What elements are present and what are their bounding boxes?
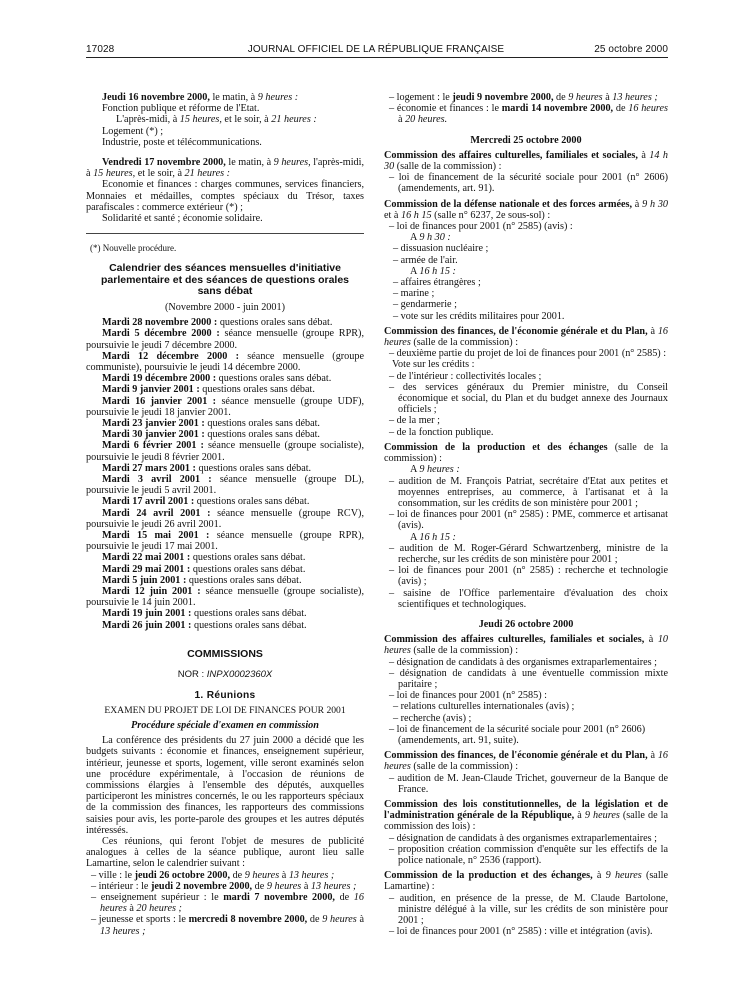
item-list — [384, 893, 668, 938]
calendar-text: questions orales sans débat. — [191, 619, 307, 631]
item-list — [384, 243, 668, 265]
calendar-title: Calendrier des séances mensuelles d'initiative parlementaire et des séances de questions orales sans débat — [100, 262, 350, 298]
header-rule — [86, 57, 668, 58]
right-column — [384, 92, 668, 950]
list-item: – audition, en présence de la presse, de M. Claude Bartolone, ministre délégué à la ville, sur les crédits de son ministère pour 2001 ; — [389, 892, 668, 927]
schedule-item — [384, 103, 668, 125]
calendar-date: Mardi 3 avril 2001 : — [102, 473, 212, 485]
list-item: – loi de finances pour 2001 (n° 2585) : — [389, 690, 547, 702]
calendar-date: Mardi 5 décembre 2000 : — [102, 328, 220, 340]
calendar-item — [86, 429, 364, 440]
schedule-part: 13 heures ; — [612, 92, 658, 103]
list-item: – loi de financement de la sécurité sociale pour 2001 (n° 2606) (amendements, art. 91, suite). — [389, 723, 646, 746]
calendar-item — [86, 620, 364, 631]
examen-title: EXAMEN DU PROJET DE LOI DE FINANCES POUR 2001 — [104, 704, 346, 716]
footnote-rule — [86, 233, 364, 234]
journal-title: JOURNAL OFFICIEL DE LA RÉPUBLIQUE FRANÇAISE — [247, 44, 505, 55]
schedule-part: – jeunesse et sports : le — [91, 914, 189, 926]
calendar-text: questions orales sans débat. — [216, 373, 332, 385]
item-list — [384, 172, 668, 194]
calendar-item — [86, 575, 364, 586]
schedule-part: mardi 7 novembre 2000, — [223, 891, 335, 903]
list-item: – audition de M. Roger-Gérard Schwartzenberg, ministre de la recherche, sur les crédits de son ministère pour 2001 ; — [389, 542, 668, 565]
schedule-part: 9 heures — [568, 92, 603, 103]
list-item: – vote sur les crédits militaires pour 2001. — [393, 310, 565, 322]
list-item: – proposition création commission d'enquête sur les effectifs de la police nationale, n° 2536 (rapport). — [389, 843, 668, 866]
item-list — [384, 773, 668, 795]
schedule-part: 20 heures. — [405, 114, 448, 126]
schedule-part: 9 heures — [322, 914, 357, 926]
calendar-text: séance mensuelle (groupe DL), poursuivie le jeudi 5 avril 2001. — [86, 473, 364, 497]
commission-heading: Commission de la défense nationale et des forces armées, à 9 h 30 et à 16 h 15 (salle n° 6237, 2e sous-sol) : — [384, 198, 668, 221]
calendar-period: (Novembre 2000 - juin 2001) — [165, 301, 285, 313]
schedule-item — [86, 881, 364, 892]
commission-heading: Commission de la production et des échanges, à 9 heures (salle Lamartine) : — [384, 870, 668, 893]
schedule-part: à — [126, 903, 137, 915]
schedule-part: 13 heures ; — [288, 869, 335, 881]
time-label: A 9 h 30 : — [410, 232, 451, 244]
commission-heading: Commission des finances, de l'économie générale et du Plan, à 16 heures (salle de la commission) : — [384, 325, 668, 349]
calendar-date: Mardi 17 avril 2001 : — [102, 496, 195, 508]
item-list — [384, 543, 668, 610]
list-item: – gendarmerie ; — [393, 299, 457, 311]
sub-item-list — [384, 701, 668, 723]
text-line: Solidarité et santé ; économie solidaire. — [102, 213, 263, 225]
list-item: – saisine de l'Office parlementaire d'évaluation des choix scientifiques et technologiques. — [389, 587, 668, 610]
schedule-part: de — [230, 869, 245, 881]
commissions-title: COMMISSIONS — [187, 647, 263, 660]
vendredi-heading: Vendredi 17 novembre 2000, le matin, à 9 heures, l'après-midi, à 15 heures, et le soir, à 21 heures : — [86, 157, 364, 180]
schedule-part: jeudi 26 octobre 2000, — [134, 869, 231, 881]
list-item: – loi de financement de la sécurité sociale pour 2001 (n° 2606) (amendements, art. 91). — [389, 172, 668, 195]
calendar-date: Mardi 9 janvier 2001 : — [102, 384, 200, 396]
calendar-item — [86, 463, 364, 474]
calendar-item — [86, 351, 364, 373]
calendar-date: Mardi 26 juin 2001 : — [102, 619, 192, 631]
schedule-item — [384, 92, 668, 103]
calendar-list — [86, 317, 364, 631]
schedule-part: – logement : le — [389, 92, 453, 103]
schedule-part: – enseignement supérieur : le — [91, 891, 224, 903]
calendar-item — [86, 474, 364, 496]
jeudi16-heading: Jeudi 16 novembre 2000, le matin, à 9 heures : — [102, 92, 299, 103]
calendar-text: séance mensuelle (groupe socialiste), poursuivie le 14 juin 2001. — [86, 586, 364, 609]
schedule-part: de — [252, 880, 267, 892]
schedule-part: à — [398, 114, 406, 126]
calendar-text: questions orales sans débat. — [204, 417, 320, 429]
item-list — [384, 657, 668, 702]
list-item: – loi de finances pour 2001 (n° 2585) : PME, commerce et artisanat (avis). — [389, 509, 668, 532]
calendar-text: questions orales sans débat. — [191, 608, 307, 620]
commission-heading: Commission des affaires culturelles, familiales et sociales, à 10 heures (salle de la commission) : — [384, 634, 668, 657]
list-item: – dissuasion nucléaire ; — [393, 243, 489, 255]
calendar-text: séance mensuelle (groupe RCV), poursuivie le jeudi 26 avril 2001. — [86, 507, 364, 530]
calendar-date: Mardi 5 juin 2001 : — [102, 574, 187, 586]
calendar-date: Mardi 27 mars 2001 : — [102, 462, 196, 474]
calendar-date: Mardi 28 novembre 2000 : — [102, 317, 218, 329]
commission-heading: Commission des lois constitutionnelles, de la législation et de l'administration générale de la République, à 9 heures (salle de la commission des lois) : — [384, 798, 668, 833]
calendar-text: séance mensuelle (groupe communiste), poursuivie le jeudi 14 décembre 2000. — [86, 350, 364, 373]
issue-date: 25 octobre 2000 — [594, 44, 668, 55]
calendar-date: Mardi 15 mai 2001 : — [102, 530, 210, 541]
calendar-item — [86, 440, 364, 462]
footnote: (*) Nouvelle procédure. — [90, 243, 177, 254]
calendar-text: séance mensuelle (groupe RPR), poursuivie le jeudi 7 décembre 2000. — [86, 328, 364, 351]
calendar-date: Mardi 19 décembre 2000 : — [102, 373, 217, 385]
list-item: – loi de finances pour 2001 (n° 2585) : recherche et technologie (avis) ; — [389, 565, 668, 588]
calendar-text: questions orales sans débat. — [194, 496, 310, 508]
text-line: L'après-midi, à 15 heures, et le soir, à 21 heures : — [116, 114, 317, 126]
list-item: – armée de l'air. — [393, 254, 458, 266]
calendar-item — [86, 530, 364, 552]
calendar-item — [86, 328, 364, 350]
list-item: – affaires étrangères ; — [393, 277, 481, 289]
text-line: Logement (*) ; — [102, 125, 164, 137]
schedule-item — [86, 892, 364, 914]
calendar-text: questions orales sans débat. — [217, 317, 333, 329]
schedule-part: de — [307, 914, 323, 926]
calendar-date: Mardi 29 mai 2001 : — [102, 563, 191, 575]
day-heading: Jeudi 26 octobre 2000 — [478, 618, 574, 630]
commission-heading: Commission de la production et des échanges (salle de la commission) : — [384, 441, 668, 465]
schedule-part: – ville : le — [91, 869, 135, 881]
schedule-part: de — [613, 103, 629, 115]
schedule-part: – économie et finances : le — [389, 103, 502, 115]
calendar-item — [86, 564, 364, 575]
list-item: – loi de finances pour 2001 (n° 2585) (avis) : — [389, 221, 573, 233]
nor-reference: NOR : INPX0002360X — [177, 669, 273, 681]
calendar-item — [86, 508, 364, 530]
calendar-date: Mardi 22 mai 2001 : — [102, 552, 191, 564]
schedule-part: mardi 14 novembre 2000, — [501, 103, 614, 115]
schedule-part: 16 heures — [100, 891, 364, 915]
commission-heading: Commission des finances, de l'économie générale et du Plan, à 16 heures (salle de la commission) : — [384, 750, 668, 773]
left-column — [86, 92, 364, 950]
schedule-part: jeudi 9 novembre 2000, — [452, 92, 554, 103]
calendar-date: Mardi 23 janvier 2001 : — [102, 417, 205, 429]
schedule-part: 13 heures ; — [310, 880, 357, 892]
calendar-text: questions orales sans débat. — [186, 574, 302, 586]
calendar-text: questions orales sans débat. — [190, 563, 306, 575]
calendar-date: Mardi 24 avril 2001 : — [102, 507, 211, 519]
calendar-text: séance mensuelle (groupe UDF), poursuivie le jeudi 18 janvier 2001. — [86, 395, 364, 418]
list-item: – des services généraux du Premier ministre, du Conseil économique et social, du Plan et du budget annexe des Journaux officiels ; — [389, 381, 668, 416]
list-item: – relations culturelles internationales (avis) ; — [393, 701, 575, 713]
list-item: – marine ; — [393, 288, 435, 300]
commission-heading: Commission des affaires culturelles, familiales et sociales, à 14 h 30 (salle de la commission) : — [384, 149, 668, 173]
calendar-date: Mardi 30 janvier 2001 : — [102, 429, 205, 441]
item-list — [384, 371, 668, 438]
calendar-item — [86, 586, 364, 608]
schedule-part: – intérieur : le — [91, 880, 151, 892]
calendar-text: questions orales sans débat. — [199, 384, 315, 396]
schedule-part: de — [553, 92, 569, 103]
schedule-part: à — [279, 869, 289, 881]
item-list — [384, 277, 668, 322]
text-line: Economie et finances : charges communes, services financiers, Monnaies et médailles, comptes spéciaux du Trésor, taxes parafiscales : commerce extérieur (*) ; — [86, 179, 364, 213]
text-line: Fonction publique et réforme de l'Etat. — [102, 103, 260, 115]
calendar-item — [86, 317, 364, 328]
schedule-item — [86, 870, 364, 881]
calendar-date: Mardi 6 février 2001 : — [102, 440, 204, 452]
calendar-item — [86, 373, 364, 384]
schedule-part: mercredi 8 novembre 2000, — [188, 914, 308, 926]
list-item: – deuxième partie du projet de loi de finances pour 2001 (n° 2585) : — [389, 348, 667, 360]
list-item: – audition de M. Jean-Claude Trichet, gouverneur de la Banque de France. — [389, 772, 668, 795]
schedule-part: 9 heures — [266, 880, 302, 892]
calendar-date: Mardi 12 décembre 2000 : — [102, 350, 240, 362]
schedule-part: 16 heures — [628, 103, 668, 115]
paragraph: Ces réunions, qui feront l'objet de mesures de publicité analogues à celles de la séance publique, auront lieu salle Lamartine, selon le calendrier suivant : — [86, 835, 364, 870]
calendar-text: séance mensuelle (groupe RPR), poursuivie le jeudi 17 mai 2001. — [86, 530, 364, 553]
calendar-text: questions orales sans débat. — [204, 429, 320, 441]
calendar-item — [86, 496, 364, 507]
calendar-item — [86, 396, 364, 418]
text-line: Industrie, poste et télécommunications. — [102, 136, 262, 148]
schedule-part: 9 heures — [244, 869, 280, 881]
calendar-date: Mardi 19 juin 2001 : — [102, 608, 192, 620]
item-list — [384, 476, 668, 532]
list-item: – de la mer ; — [389, 415, 440, 427]
schedule-part: 20 heures ; — [136, 903, 182, 915]
day-heading: Mercredi 25 octobre 2000 — [470, 134, 582, 146]
schedule-list-cont — [384, 92, 668, 126]
calendar-item — [86, 384, 364, 395]
paragraph: La conférence des présidents du 27 juin 2000 a décidé que les budgets suivants : économie et finances, enseignement supérieur, intérieur, jeunesse et sports, logement, ville seront examinés selon une procédure expérimentale, à l'occasion de réunions de commissions élargies à l'ensemble des députés, auxquelles participeront les ministres concernés, le ou les rapporteurs spéciaux de la commission des finances, les rapporteurs des commissions saisies pour avis, les porte-parole des groupes et les autres députés intéressés. — [86, 735, 364, 836]
calendar-date: Mardi 12 juin 2001 : — [102, 586, 201, 598]
calendar-text: séance mensuelle (groupe socialiste), poursuivie le jeudi 8 février 2001. — [86, 440, 364, 463]
calendar-date: Mardi 16 janvier 2001 : — [102, 395, 217, 407]
list-item: – loi de finances pour 2001 (n° 2585) : ville et intégration (avis). — [389, 926, 653, 938]
schedule-part: à — [602, 92, 613, 103]
list-item: – désignation de candidats à une éventuelle commission mixte paritaire ; — [389, 667, 668, 690]
calendar-text: questions orales sans débat. — [195, 462, 312, 474]
page-number: 17028 — [86, 44, 115, 55]
procedure-title: Procédure spéciale d'examen en commission — [131, 719, 319, 731]
calendar-item — [86, 418, 364, 429]
schedule-part: 13 heures ; — [100, 925, 146, 937]
schedule-list — [86, 870, 364, 937]
schedule-part: de — [334, 891, 354, 903]
schedule-part: à — [301, 880, 311, 892]
time-label: A 16 h 15 : — [410, 531, 456, 543]
schedule-item — [86, 914, 364, 936]
time-label: A 9 heures : — [410, 464, 460, 476]
text-line: Vote sur les crédits : — [392, 359, 475, 371]
calendar-item — [86, 608, 364, 619]
list-item: – désignation de candidats à des organismes extraparlementaires ; — [389, 656, 657, 668]
list-item: – recherche (avis) ; — [393, 712, 472, 724]
list-item: – de l'intérieur : collectivités locales ; — [389, 370, 542, 382]
time-label: A 16 h 15 : — [410, 265, 456, 277]
schedule-part: jeudi 2 novembre 2000, — [150, 880, 253, 892]
calendar-item — [86, 552, 364, 563]
list-item: – désignation de candidats à des organismes extraparlementaires ; — [389, 832, 657, 844]
calendar-text: questions orales sans débat. — [190, 552, 306, 564]
list-item: – audition de M. François Patriat, secrétaire d'Etat aux petites et moyennes entreprises, au commerce, à l'artisanat et à la consommation, sur les crédits de son ministère pour 2001 ; — [389, 475, 668, 509]
schedule-part: à — [356, 914, 364, 926]
reunions-title: 1. Réunions — [194, 689, 256, 701]
list-item: – de la fonction publique. — [389, 426, 494, 438]
item-list — [384, 833, 668, 867]
